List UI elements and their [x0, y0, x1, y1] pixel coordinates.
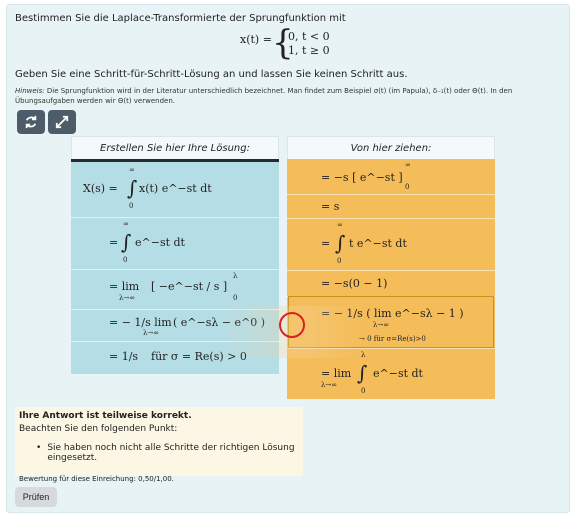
limit-subscript: λ→∞ [321, 381, 338, 389]
upper-limit: ∞ [405, 161, 411, 169]
row-lead: X(s) = [83, 182, 118, 195]
answer-row-1[interactable] [71, 162, 279, 218]
answer-row-3[interactable] [71, 270, 279, 310]
row-text: = − 1/s ( lim e^−sλ − 1 ) [321, 307, 464, 320]
drag-item-4[interactable] [287, 271, 495, 297]
row-text: = −s [ e^−st ] [321, 171, 403, 184]
row-lead: = [109, 236, 119, 249]
lower-limit: 0 [233, 294, 238, 302]
upper-limit: λ [233, 272, 238, 280]
lower-limit: 0 [405, 183, 410, 191]
integral-sign: ∫ [335, 231, 346, 255]
lower-limit: 0 [129, 202, 134, 210]
drag-source-zone[interactable] [287, 159, 495, 399]
question-intro: Bestimmen Sie die Laplace-Transformierte der Sprungfunktion mit [15, 13, 346, 24]
lower-limit: 0 [361, 387, 366, 395]
feedback-grade: Bewertung für diese Einreichung: 0,50/1,00. [19, 475, 174, 483]
integral-sign: ∫ [127, 176, 138, 200]
row-body: t e^−st dt [349, 237, 407, 250]
row-body: x(t) e^−st dt [139, 182, 212, 195]
row-body: e^−st dt [135, 236, 185, 249]
row-body: ( e^−sλ − e^0 ) [173, 316, 266, 329]
answer-row-2[interactable] [71, 218, 279, 270]
upper-limit: ∞ [129, 166, 135, 174]
row-body: [ −e^−st / s ] [151, 280, 228, 293]
lower-limit: 0 [337, 257, 342, 265]
feedback-bullet [36, 443, 299, 463]
check-button[interactable]: Prüfen [15, 487, 57, 507]
row-body: für σ = Re(s) > 0 [151, 350, 247, 363]
upper-limit: ∞ [337, 221, 343, 229]
definition-lhs: x(t) = [240, 33, 272, 46]
row-text: = lim [321, 367, 352, 380]
drag-item-1[interactable] [287, 159, 495, 195]
bullet-icon: • [36, 443, 42, 453]
step-function-definition [240, 23, 330, 63]
refresh-icon [24, 115, 38, 129]
expand-icon [55, 115, 69, 129]
reset-button[interactable] [17, 110, 45, 134]
row-text: = [321, 237, 331, 250]
drag-item-2[interactable] [287, 195, 495, 219]
row-text: = s [321, 200, 340, 213]
underbrace-note: → 0 für σ=Re(s)>0 [359, 335, 426, 343]
feedback-bullet-text: Sie haben noch nicht alle Schritte der richtigen Lösung eingesetzt. [47, 443, 295, 463]
upper-limit: λ [361, 351, 366, 359]
hint-text [15, 86, 545, 106]
drag-panel-header: Von hier ziehen: [287, 136, 495, 160]
integral-sign: ∫ [357, 361, 368, 385]
row-lead: = 1/s [109, 350, 139, 363]
feedback-subtitle: Beachten Sie den folgenden Punkt: [19, 424, 178, 434]
instruction-text: Geben Sie eine Schritt-für-Schritt-Lösung an und lassen Sie keinen Schritt aus. [15, 69, 408, 80]
definition-case-2: 1, t ≥ 0 [288, 44, 330, 57]
answer-panel-header: Erstellen Sie hier Ihre Lösung: [71, 136, 279, 160]
definition-case-1: 0, t < 0 [288, 30, 330, 43]
row-body: e^−st dt [373, 367, 423, 380]
row-lead: = − 1/s lim [109, 316, 172, 329]
limit-subscript: λ→∞ [143, 329, 160, 337]
upper-limit: ∞ [123, 220, 129, 228]
hint-label: Hinweis: [15, 87, 45, 95]
limit-subscript: λ→∞ [373, 321, 390, 329]
integral-sign: ∫ [121, 230, 132, 254]
cursor-indicator [279, 312, 305, 338]
row-lead: = lim [109, 280, 140, 293]
row-text: = −s(0 − 1) [321, 277, 388, 290]
feedback-title: Ihre Antwort ist teilweise korrekt. [19, 411, 192, 421]
hint-body: Die Sprungfunktion wird in der Literatur unterschiedlich bezeichnet. Man findet zum Beispiel σ(t) (im Papula), δ₋₁(t) oder Θ(t). In den Übungsaufgaben werden wir Θ(t) verwenden. [15, 87, 513, 105]
fullscreen-button[interactable] [48, 110, 76, 134]
lower-limit: 0 [123, 256, 128, 264]
limit-subscript: λ→∞ [119, 294, 136, 302]
brace: { [272, 23, 294, 63]
drag-item-3[interactable] [287, 219, 495, 271]
feedback-box [15, 407, 303, 483]
